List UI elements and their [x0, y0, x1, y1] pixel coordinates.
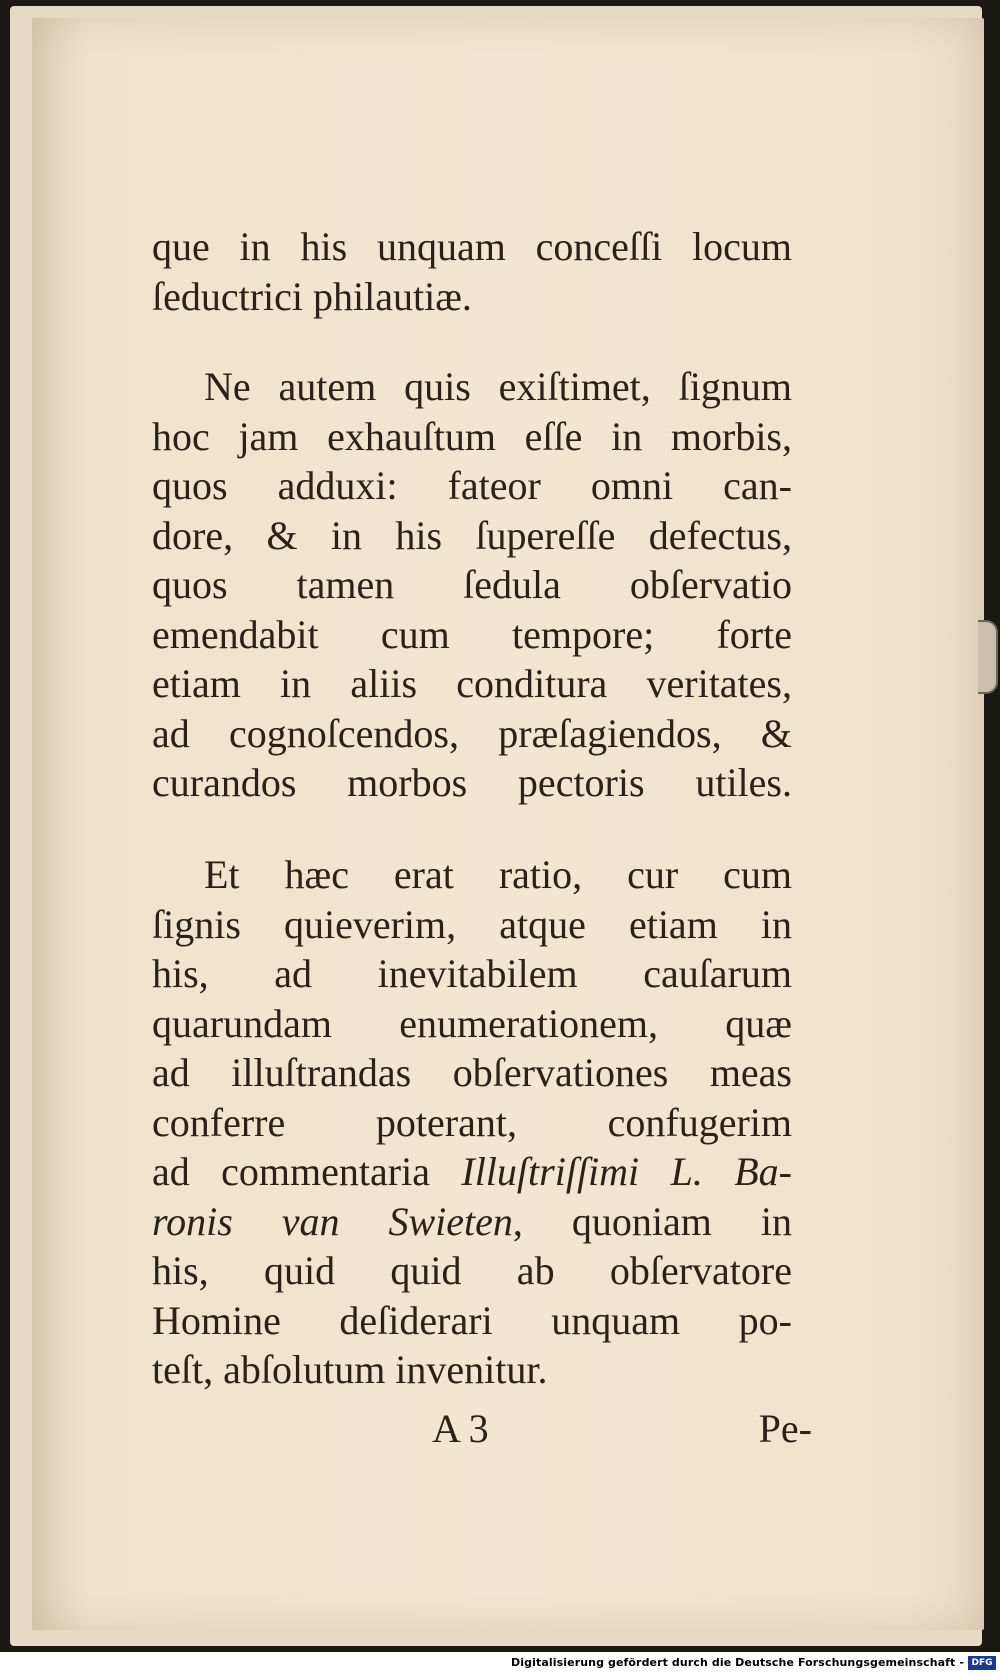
paragraph-2 [152, 362, 792, 808]
text-line: quarundam enumerationem, quæ [152, 1000, 792, 1046]
text-line: his, quid quid ab obſervatore [152, 1248, 792, 1293]
text-line: dore, & in his ſupereſſe defectus, [152, 512, 792, 558]
text-line: Ne autem quis exiſtimet, ſignum [204, 364, 792, 409]
page-clip [978, 620, 998, 694]
text-line [152, 1197, 792, 1247]
text-line: hoc jam exhauſtum eſſe in morbis, [152, 413, 792, 459]
text-line: conferre poterant, confugerim [152, 1099, 792, 1145]
text-line: quos tamen ſedula obſervatio [152, 562, 792, 607]
text-line: teſt, abſolutum invenitur. [152, 1347, 548, 1392]
text-line: que in his unquam conceſſi locum [152, 224, 792, 269]
text-line: Et hæc erat ratio, cur cum [204, 852, 792, 897]
text-line: quos adduxi: fateor omni can- [152, 463, 792, 508]
text-line: ad cognoſcendos, præſagiendos, & [152, 710, 792, 756]
text-line: ſignis quieverim, atque etiam in [152, 901, 792, 947]
catchword: Pe- [758, 1406, 812, 1451]
text-line: ad illuſtrandas obſervationes meas [152, 1050, 792, 1095]
paragraph-1 [152, 222, 792, 321]
dfg-logo: DFG [968, 1656, 996, 1670]
signature-mark: A 3 [432, 1406, 489, 1451]
text-line: ſeductrici philautiæ. [152, 273, 472, 319]
text-segment: , quoniam in [512, 1198, 792, 1244]
text-line: Homine deſiderari unquam po- [152, 1297, 792, 1343]
funding-credit: Digitalisierung gefördert durch die Deutsche Forschungsgemeinschaft - [511, 1656, 964, 1669]
text-segment: ad commentaria [152, 1149, 462, 1194]
text-line: curandos morbos pectoris utiles. [152, 760, 792, 805]
text-line: emendabit cum tempore; forte [152, 611, 792, 657]
italic-name: ronis van Swieten [152, 1198, 513, 1244]
text-line: his, ad inevitabilem cauſarum [152, 951, 792, 996]
paragraph-3 [152, 850, 792, 1395]
catchline [432, 1405, 812, 1455]
text-line: etiam in aliis conditura veritates, [152, 661, 792, 706]
text-line [152, 1147, 792, 1197]
italic-name: Illuſtriſſimi L. Ba- [461, 1149, 792, 1194]
footer-bar [0, 1652, 1000, 1676]
